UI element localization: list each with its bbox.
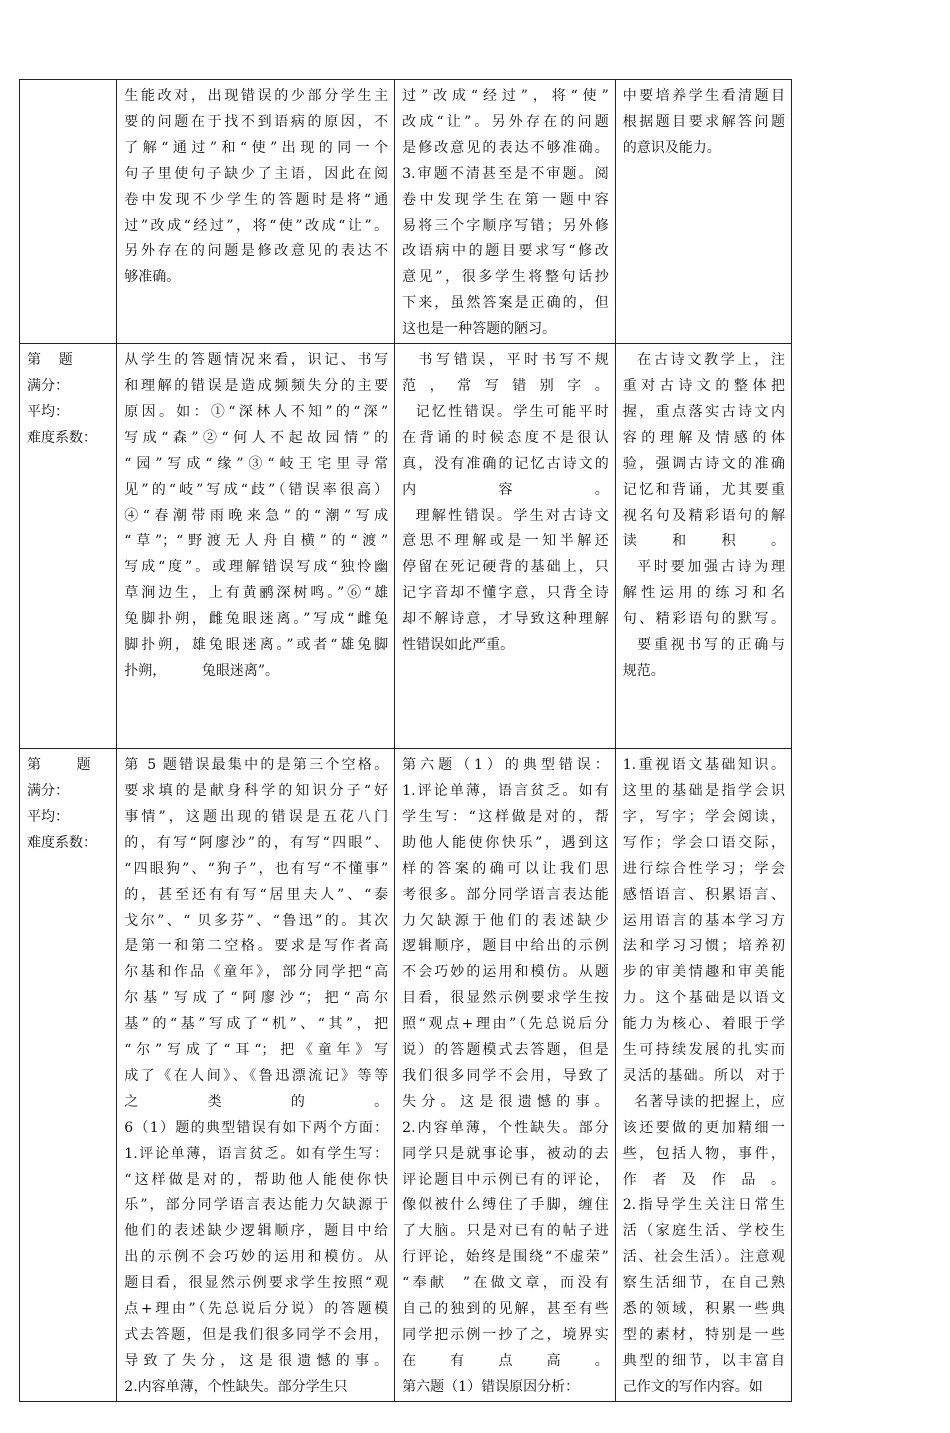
cell-text-line: 2.内容单薄，个性缺失。部分 [402,1119,609,1136]
cell-text-line: 照“观点+理由”（先总说后分 [402,1016,609,1033]
teaching-suggestion-cell [615,80,791,344]
cell-text-line: 他们的表述缺少逻辑顺序，题目中给 [124,1223,389,1240]
cell-text-line: 2.指导学生关注日常生 [622,1197,785,1214]
cell-text-line: 题目看，很显然示例要求学生按照“观 [124,1275,389,1292]
cell-text-line: 出的示例不会巧妙的运用和模仿。从 [124,1249,389,1266]
cell-text-line: 乐”，部分同学语言表达能力欠缺源于 [124,1197,389,1214]
cell-text-line: 的，甚至还有有写“居里夫人”、“泰 [124,886,389,903]
cell-text-line: 步的审美情趣和审美能 [622,964,785,981]
cell-text-line: 见”的“岐”写成“歧”（错误率很高） [124,481,389,498]
cell-text-line: 不会巧妙的运用和模仿。从题 [402,964,609,981]
cell-text-line: 目看，很显然示例要求学生按 [402,990,609,1007]
cell-text-line: 尔基”写成了“阿廖沙“；把“高尔 [124,990,389,1007]
cell-text-line: 力。这个基础是以语文 [622,990,785,1007]
cell-text-line: 过”改成“经过”，将“使” [402,88,609,104]
cell-text-line: 易将三个字顺序写错；另外修 [402,217,609,234]
cell-text-line: 1.重视语文基础知识。 [622,757,785,774]
cell-text-line: 该还要做的更加精细一 [622,1119,785,1136]
cell-text-line: 之类的。 [124,1093,389,1110]
cell-text-line: 书写错误，平时书写不规 [402,352,609,369]
cell-text-line: 记忆和背诵，尤其要重 [622,481,785,498]
question-label-line: 难度系数： [27,429,97,446]
cell-text-line: 进行综合性学习；学会 [622,860,785,877]
cell-text-line: 些，包括人物，事件， [622,1145,785,1162]
cell-text-line: 意思不理解或是一知半解还 [402,533,609,550]
cell-text-line: 这也是一种答题的陋习。 [402,321,557,338]
cell-text-line: 这里的基础是指学会识 [622,782,785,799]
cell-text-line: 尔基和作品《童年》，部分同学把“高 [124,964,389,981]
cell-text-line: 要求填的是献身科学的知识分子“好 [124,782,389,799]
cell-text-line: 3.审题不清甚至是不审题。阅 [402,165,609,182]
cell-text-line: 典型的细节，以丰富自 [622,1352,785,1369]
cell-text-line: 内容。 [402,481,609,498]
error-cause-cell [395,80,616,344]
cell-text-line: 握，重点落实古诗文内 [622,403,785,420]
cell-text-line: 写成“森”②“何人不起故园情”的 [124,429,389,446]
cell-text-line: 导致了失分，这是很遗憾的事。 [124,1352,389,1369]
question-label-line: 第 题 [27,352,73,369]
cell-text-line: 1.评论单薄，语言贫乏。如有学生写： [124,1145,389,1162]
cell-text-line: 草涧边生，上有黄鹂深树鸣。”⑥“雄 [124,585,389,602]
cell-text-line: 评论题目中示例已有的评论， [402,1171,609,1188]
cell-text-line: 写作；学会口语交际， [622,834,785,851]
cell-text-line: 写成“度”。或理解错误写成“独怜幽 [124,559,389,576]
cell-text-line: 了解“通过”和“使”出现的同一个 [124,139,389,156]
table-row [20,80,792,344]
cell-text-line: 己作文的写作内容。如 [622,1378,763,1395]
cell-text-line: 说）的答题模式去答题，但是 [402,1042,609,1059]
question-label-line: 平均： [27,808,69,825]
error-cause-cell [395,344,616,749]
cell-text-line: 从学生的答题情况来看，识记、书写 [124,352,389,369]
cell-text-line: 行评论，始终是围绕“不虚荣” [402,1249,609,1266]
cell-text-line: 要重视书写的正确与 [622,637,785,654]
cell-text-line: 的意识及能力。 [622,139,721,156]
cell-text-line: 中要培养学生看清题目 [622,88,785,104]
cell-text-line: 解性运用的练习和名 [622,585,785,602]
cell-text-line: 在背诵的时候态度不是很认 [402,429,609,446]
cell-text-line: 作者及作品。 [622,1171,785,1188]
cell-text-line: 成了《在人间》、《鲁迅漂流记》等等 [124,1067,389,1084]
cell-text-line: “四眼狗”、“狗子”，也有写“不懂事” [124,860,389,877]
cell-text-line: “奉献 ”在做文章，而没有 [402,1275,609,1292]
cell-text-line: “草”；“野渡无人舟自横”的“渡” [124,533,389,550]
cell-text-line: 点+理由”（先总说后分说）的答题模 [124,1301,389,1318]
cell-text-line: 失分。这是很遗憾的事。 [402,1093,609,1110]
table-row [20,749,792,1402]
cell-text-line: 法和学习习惯；培养初 [622,938,785,955]
cell-text-line: 式去答题，但是我们很多同学不会用， [124,1327,389,1343]
cell-text-line: 兔脚扑朔，雌兔眼迷离。”写成“雌兔 [124,611,389,628]
cell-text-line: 容的理解及情感的体 [622,429,785,446]
cell-text-line: 验，强调古诗文的准确 [622,455,785,472]
cell-text-line: 运用语言的基本学习方 [622,912,785,929]
cell-text-line: 句、精彩语句的默写。 [622,611,785,628]
cell-text-line: 过”改成“经过”，将“使”改成“让”。 [124,217,389,234]
cell-text-line: 同学把示例一抄了之，境界实 [402,1327,609,1343]
cell-text-line: 卷中发现学生在第一题中容 [402,191,609,208]
teaching-suggestion-cell [615,344,791,749]
question-label-cell [20,749,117,1402]
cell-text-line: 型的素材，特别是一些 [622,1327,785,1343]
cell-text-line: 脚扑朔，雄兔眼迷离。”或者“雄兔脚 [124,637,389,654]
cell-text-line: 第 5 题错误最集中的是第三个空格。 [124,757,389,774]
cell-text-line: 意见”，很多学生将整句话抄 [402,269,609,286]
error-analysis-cell [117,80,395,344]
cell-text-line: 生可持续发展的扎实而 [622,1042,785,1059]
cell-text-line: ④“春潮带雨晚来急”的“潮”写成 [124,507,389,524]
cell-text-line: 像似被什么缚住了手脚，缠住 [402,1197,609,1214]
table-row [20,344,792,749]
cell-text-line: 和理解的错误是造成频频失分的主要 [124,377,389,394]
cell-text-line: 助他人能使你快乐”，遇到这 [402,834,609,851]
cell-text-line: “尔”写成了“耳“；把《童年》写 [124,1042,389,1059]
question-label-cell [20,344,117,749]
cell-text-line: 感悟语言、积累语言、 [622,886,785,903]
cell-text-line: 规范。 [622,662,665,679]
cell-text-line: 性错误如此严重。 [402,637,515,654]
cell-text-line: 逻辑顺序，题目中给出的示例 [402,938,609,955]
cell-text-line: 基”的“基”写成了“机”、“其”，把 [124,1016,389,1033]
question-label-cell [20,80,117,344]
cell-text-line: 视名句及精彩语句的解 [622,507,785,524]
cell-text-line: 能力为核心、着眼于学 [622,1016,785,1033]
cell-text-line: 自己的独到的见解，甚至有些 [402,1301,609,1318]
cell-text-line: 改成“让”。另外存在的问题 [402,113,609,130]
cell-text-line: 字，写字；学会阅读， [622,808,785,825]
cell-text-line: 理解性错误。学生对古诗文 [402,507,609,524]
cell-text-line: 是第一和第二空格。要求是写作者高 [124,938,389,955]
cell-text-line: 6（1）题的典型错误有如下两个方面： [124,1119,389,1136]
cell-text-line: 另外存在的问题是修改意见的表达不 [124,243,389,260]
cell-text-line: 名著导读的把握上，应 [622,1093,786,1110]
cell-text-line: 事情”，这题出现的错误是五花八门 [124,808,389,825]
cell-text-line: 却不解诗意，才导致这种理解 [402,611,609,628]
cell-text-line: 生能改对，出现错误的少部分学生主 [124,88,389,104]
cell-text-line: 范，常写错别字。 [402,377,609,394]
cell-text-line: 够准确。 [124,269,181,286]
cell-text-line: 根据题目要求解答问题 [622,113,785,130]
cell-text-line: 活、社会生活）。注意观 [622,1249,785,1266]
cell-text-line: 力欠缺源于他们的表述缺少 [402,912,609,929]
cell-text-line: 读和积。 [622,533,785,550]
cell-text-line: 1.评论单薄，语言贫乏。如有 [402,782,609,799]
cell-text-line: “这样做是对的，帮助他人能使你快 [124,1171,389,1188]
cell-text-line: 活（家庭生活、学校生 [622,1223,785,1240]
cell-text-line: 的，有写“阿廖沙”的，有写“四眼”、 [124,834,389,851]
question-label-line: 第 题 [27,757,91,774]
cell-text-line: 卷中发现不少学生的答题时是将“通 [124,191,389,208]
cell-text-line: 样的答案的确可以让我们思 [402,860,609,877]
cell-text-line: 在古诗文教学上，注 [622,352,785,369]
analysis-table [19,79,792,1402]
cell-text-line: 重对古诗文的整体把 [622,377,785,394]
cell-text-line: 第六题（1）错误原因分析： [402,1378,580,1395]
question-label-line: 满分： [27,782,69,799]
cell-text-line: 平时要加强古诗为理 [622,559,785,576]
cell-text-line: 停留在死记硬背的基础上，只 [402,559,609,576]
cell-text-line: 要的问题在于找不到语病的原因，不 [124,113,389,130]
error-cause-cell [395,749,616,1402]
cell-text-line: 了大脑。只是对已有的帖子进 [402,1223,609,1240]
cell-text-line: 戈尔”、“ 贝多芬”、“鲁迅”的。其次 [124,912,389,929]
question-label-line: 平均： [27,403,69,420]
cell-text-line: 考很多。部分同学语言表达能 [402,886,609,903]
cell-text-line: “园”写成“缘”③“岐王宅里寻常 [124,455,389,472]
question-label-line: 满分： [27,377,69,394]
cell-text-line: 记忆性错误。学生可能平时 [402,403,609,420]
cell-text-line: 第六题（1）的典型错误： [402,757,609,774]
cell-text-line: 在有点高。 [402,1352,609,1369]
cell-text-line: 原因。如：①“深林人不知”的“深” [124,403,389,420]
cell-text-line: 句子里使句子缺少了主语，因此在阅 [124,165,389,182]
cell-text-line: 记字音却不懂字意，只背全诗 [402,585,609,602]
cell-text-line: 下来，虽然答案是正确的，但 [402,295,609,312]
cell-text-line: 我们很多同学不会用，导致了 [402,1067,609,1084]
cell-text-line: 真，没有准确的记忆古诗文的 [402,455,609,472]
cell-text-line: 灵活的基础。所以 对于 [622,1067,785,1084]
error-analysis-cell [117,749,395,1402]
cell-text-line: 察生活细节，在自己熟 [622,1275,785,1292]
cell-text-line: 改语病中的题目要求写“修改 [402,243,609,260]
error-analysis-cell [117,344,395,749]
cell-text-line: 扑朔， 兔眼迷离”。 [124,662,280,679]
cell-text-line: 同学只是就事论事，被动的去 [402,1145,609,1162]
cell-text-line: 是修改意见的表达不够准确。 [402,139,609,156]
question-label-line: 难度系数： [27,834,97,851]
cell-text-line: 2.内容单薄，个性缺失。部分学生只 [124,1378,348,1395]
cell-text-line: 学生写：“这样做是对的，帮 [402,808,609,825]
cell-text-line: 悉的领域，积累一些典 [622,1301,785,1318]
teaching-suggestion-cell [615,749,791,1402]
